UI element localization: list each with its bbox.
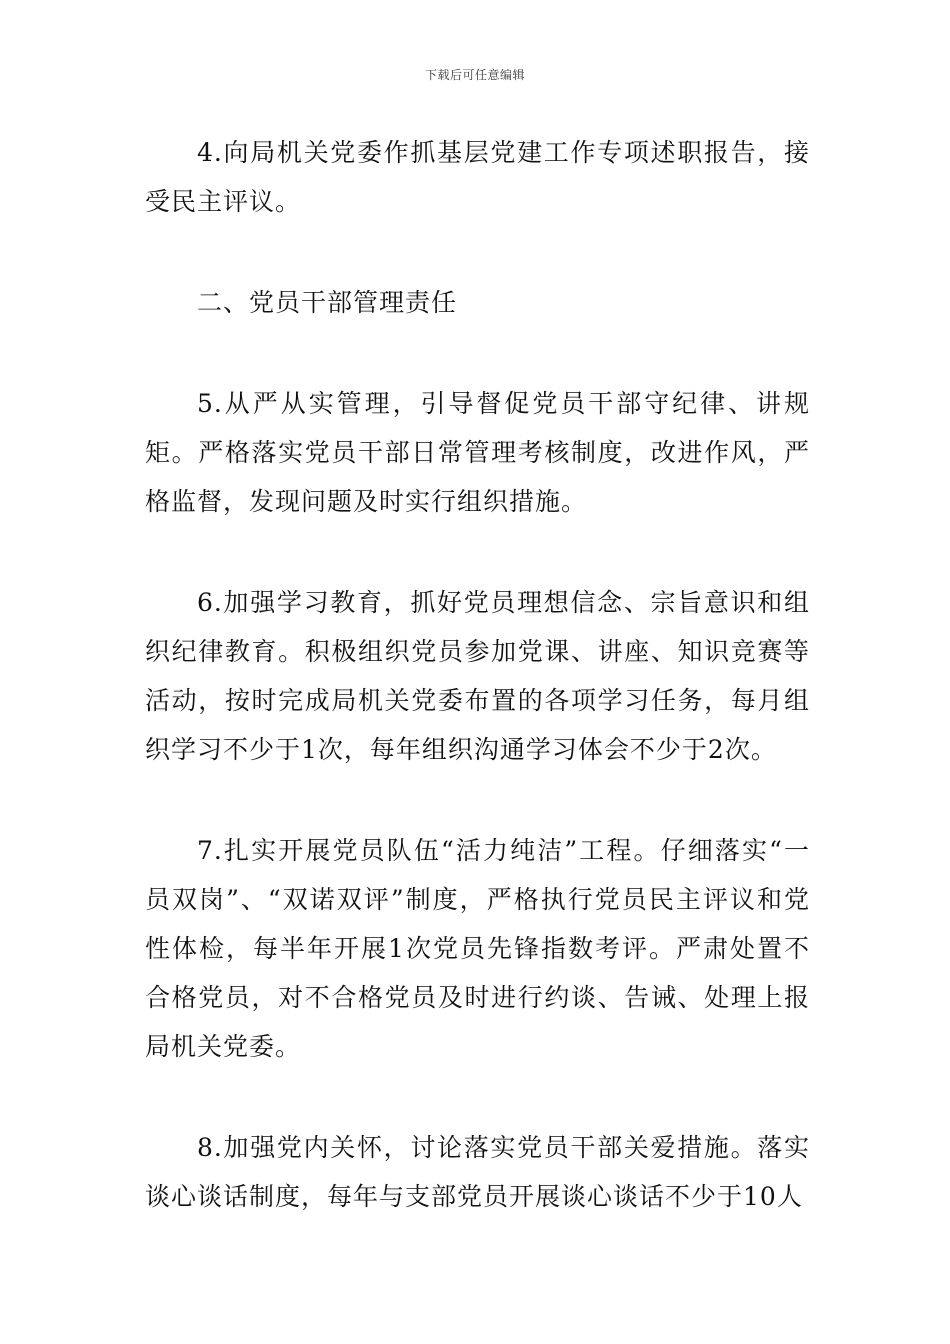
paragraph-item-6: 6.加强学习教育，抓好党员理想信念、宗旨意识和组织纪律教育。积极组织党员参加党课、讲座、知识竞赛等活动，按时完成局机关党委布置的各项学习任务，每月组织学习不少于1次，每年组织沟通学习体会不少于2次。 xyxy=(145,588,810,764)
section-heading: 二、党员干部管理责任 xyxy=(197,288,458,317)
paragraph-item-8: 8.加强党内关怀，讨论落实党员干部关爱措施。落实谈心谈话制度，每年与支部党员开展谈心谈话不少于10人 xyxy=(145,1133,810,1211)
page-header-note: 下载后可任意编辑 xyxy=(424,68,525,82)
paragraph-item-4: 4.向局机关党委作抓基层党建工作专项述职报告，接受民主评议。 xyxy=(145,138,810,216)
paragraph-item-7: 7.扎实开展党员队伍“活力纯洁”工程。仔细落实“一员双岗”、“双诺双评”制度，严格执行党员民主评议和党性体检，每半年开展1次党员先锋指数考评。严肃处置不合格党员，对不合格党员及时进行约谈、告诫、处理上报局机关党委。 xyxy=(145,836,810,1061)
document-body xyxy=(145,128,810,1273)
paragraph-item-5: 5.从严从实管理，引导督促党员干部守纪律、讲规矩。严格落实党员干部日常管理考核制度，改进作风，严格监督，发现问题及时实行组织措施。 xyxy=(145,389,810,516)
